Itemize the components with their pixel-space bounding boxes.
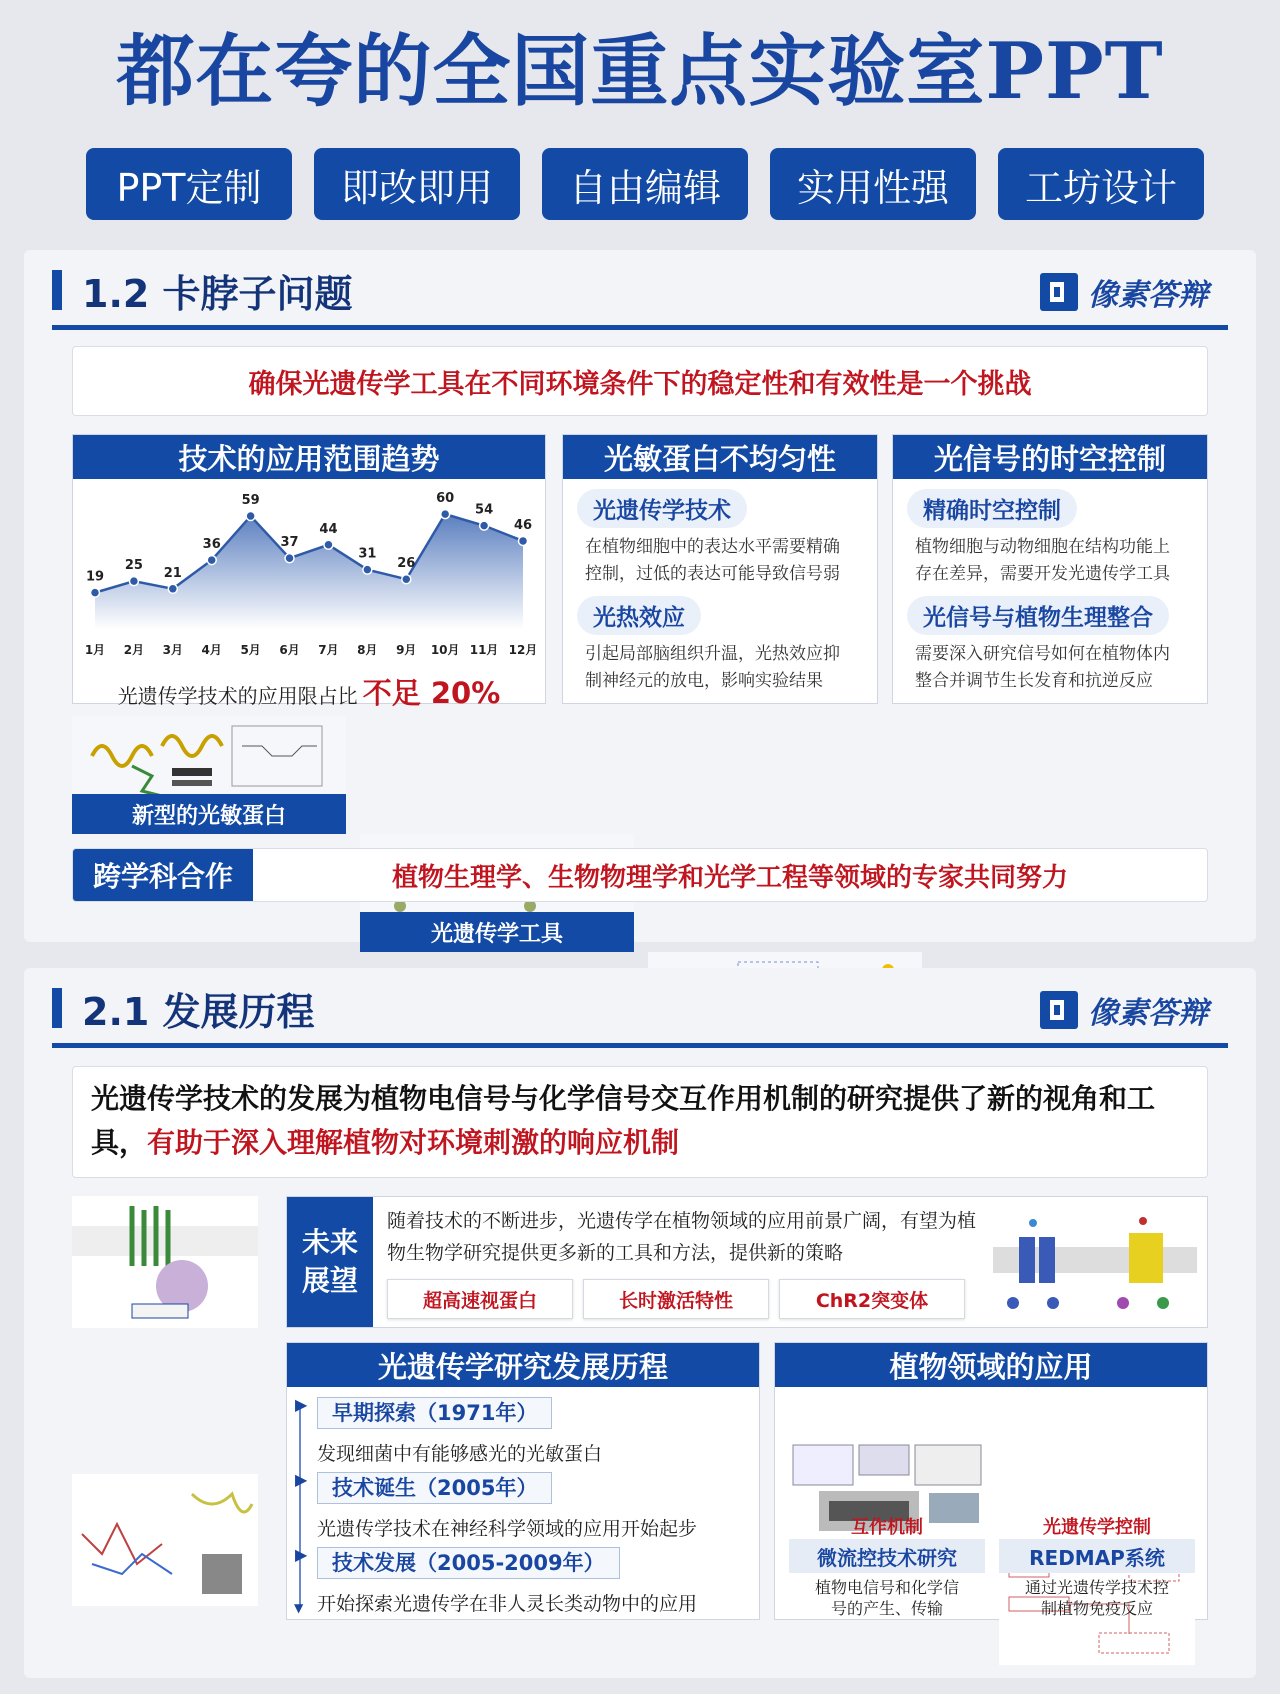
heading-bar: [52, 270, 62, 310]
x-tick-label: 1月: [84, 643, 106, 657]
timeline-item: [317, 1397, 602, 1466]
data-point: [402, 575, 411, 584]
chevron-right-icon: ▶: [295, 1395, 308, 1414]
future-box: [286, 1196, 1208, 1328]
plant-col-caption: 互作机制: [851, 1517, 923, 1538]
signal-item-text: 植物细胞与动物细胞在结构功能上存在差异，需要开发光遗传学工具: [915, 537, 1170, 584]
chromophore-graphic: [72, 1474, 258, 1606]
brand-logo: [1040, 270, 1208, 314]
collab-row: [72, 848, 1208, 902]
caption-prefix: 光遗传学技术的应用限占比: [117, 684, 358, 708]
future-chips: [387, 1279, 965, 1319]
channels-graphic: [993, 1207, 1197, 1319]
chevron-right-icon: ▶: [295, 1470, 308, 1489]
brand-logo: [1040, 988, 1208, 1032]
protein-item-text: 引起局部脑组织升温，光热效应抑制神经元的放电，影响实验结果: [585, 644, 840, 691]
timeline-label: 早期探索（1971年）: [317, 1397, 552, 1429]
intro-plain: 光遗传学技术的发展为植物电信号与化学信号交互作用机制的研究提供了新的视角和工具，: [91, 1082, 1156, 1159]
data-point: [246, 512, 255, 521]
section-title: 2.1 发展历程: [82, 989, 315, 1034]
timeline-text: 光遗传学技术在神经科学领域的应用开始起步: [317, 1518, 698, 1540]
image-rhodopsin: [72, 1196, 258, 1328]
protein-item-label: 光热效应: [577, 596, 701, 635]
logo-icon: [1040, 273, 1078, 311]
x-tick-label: 9月: [396, 643, 417, 657]
area-fill: [95, 514, 523, 629]
plant-app-box: [774, 1342, 1208, 1620]
section-heading: [52, 984, 315, 1032]
plant-col-text: 通过光遗传学技术控制植物免疫反应: [1025, 1578, 1170, 1618]
tag-workshop-design[interactable]: 工坊设计: [998, 148, 1204, 220]
intro-highlight: 有助于深入理解植物对环境刺激的响应机制: [147, 1126, 680, 1159]
timeline-item: [317, 1547, 697, 1616]
image-channels: [993, 1207, 1197, 1319]
future-chip: 超高速视蛋白: [387, 1279, 573, 1319]
timeline-item: [317, 1472, 697, 1541]
tag-row: [86, 148, 1204, 220]
intro-text: [91, 1077, 1189, 1165]
data-point: [207, 556, 216, 565]
timeline-line: [299, 1403, 301, 1607]
image-chromophore: [72, 1474, 258, 1606]
history-box: [286, 1342, 760, 1620]
section-bottleneck: [24, 250, 1256, 947]
trend-box: [72, 434, 546, 710]
protein-box-title: 光敏蛋白不均匀性: [563, 435, 877, 479]
data-label: 60: [436, 491, 455, 507]
plant-app-title: 植物领域的应用: [775, 1343, 1207, 1387]
chevron-right-icon: ▶: [295, 1545, 308, 1564]
data-point: [285, 554, 294, 563]
x-tick-label: 8月: [357, 643, 378, 657]
x-tick-label: 7月: [318, 643, 339, 657]
page-title: 都在夸的全国重点实验室PPT: [116, 26, 1164, 117]
plant-col-label: REDMAP系统: [999, 1539, 1195, 1573]
timeline-label: 技术发展（2005-2009年）: [317, 1547, 620, 1579]
protein-item-label: 光遗传学技术: [577, 489, 747, 528]
data-point: [324, 540, 333, 549]
image-caption: 光遗传学工具: [360, 912, 634, 952]
x-tick-label: 4月: [201, 643, 222, 657]
data-label: 44: [319, 521, 338, 537]
logo-text: 像素答辩: [1088, 996, 1208, 1031]
data-point: [519, 536, 528, 545]
protein-box: [562, 434, 878, 704]
intro-box: [72, 1066, 1208, 1178]
logo-text: 像素答辩: [1088, 278, 1208, 313]
x-tick-label: 3月: [162, 643, 183, 657]
image-caption: 新型的光敏蛋白: [72, 794, 346, 834]
arrow-down-icon: ▼: [294, 1601, 304, 1615]
plant-col-caption: 光遗传学控制: [1043, 1517, 1151, 1538]
section-heading: [52, 266, 353, 314]
collab-text: 植物生理学、生物物理学和光学工程等领域的专家共同努力: [391, 862, 1068, 893]
timeline-text: 开始探索光遗传学在非人灵长类动物中的应用: [317, 1593, 698, 1615]
x-tick-label: 12月: [508, 643, 538, 657]
x-tick-label: 5月: [240, 643, 261, 657]
data-point: [480, 521, 489, 530]
x-tick-label: 11月: [469, 643, 499, 657]
data-point: [91, 588, 100, 597]
data-point: [129, 577, 138, 586]
trend-caption: [73, 671, 545, 712]
data-label: 21: [163, 565, 182, 581]
data-label: 25: [124, 558, 143, 574]
future-text: 随着技术的不断进步，光遗传学在植物领域的应用前景广阔，有望为植物生物学研究提供更多新的工具和方法，提供新的策略: [387, 1210, 977, 1264]
section-history: [24, 968, 1256, 1678]
logo-icon: [1040, 991, 1078, 1029]
tag-practical[interactable]: 实用性强: [770, 148, 976, 220]
data-label: 31: [358, 546, 377, 562]
heading-bar: [52, 988, 62, 1028]
tag-ready-to-use[interactable]: 即改即用: [314, 148, 520, 220]
trend-chart: [73, 479, 545, 659]
data-label: 37: [280, 535, 299, 551]
future-chip: ChR2突变体: [779, 1279, 965, 1319]
timeline-text: 发现细菌中有能够感光的光敏蛋白: [317, 1443, 603, 1465]
signal-item-text: 需要深入研究信号如何在植物体内整合并调节生长发育和抗逆反应: [915, 644, 1170, 691]
caption-highlight: 不足 20%: [362, 676, 501, 710]
signal-box-title: 光信号的时空控制: [893, 435, 1207, 479]
heading-divider: [52, 1043, 1228, 1048]
history-box-title: 光遗传学研究发展历程: [287, 1343, 759, 1387]
data-point: [168, 584, 177, 593]
data-label: 46: [513, 517, 533, 533]
protein-item-text: 在植物细胞中的表达水平需要精确控制，过低的表达可能导致信号弱: [585, 537, 840, 584]
data-point: [441, 510, 450, 519]
signal-item-label: 光信号与植物生理整合: [907, 596, 1169, 635]
banner-text: 确保光遗传学工具在不同环境条件下的稳定性和有效性是一个挑战: [248, 368, 1032, 400]
timeline-label: 技术诞生（2005年）: [317, 1472, 552, 1504]
image-protein: [72, 716, 346, 834]
x-tick-label: 10月: [430, 643, 460, 657]
tag-ppt-custom[interactable]: PPT定制: [86, 148, 292, 220]
collab-label: 跨学科合作: [73, 849, 253, 901]
signal-item-label: 精确时空控制: [907, 489, 1077, 528]
data-label: 54: [475, 502, 494, 518]
future-chip: 长时激活特性: [583, 1279, 769, 1319]
plant-col-label: 微流控技术研究: [789, 1539, 985, 1573]
signal-box: [892, 434, 1208, 704]
trend-box-title: 技术的应用范围趋势: [73, 435, 545, 479]
challenge-banner: [72, 346, 1208, 416]
data-label: 59: [241, 493, 260, 509]
heading-divider: [52, 325, 1228, 330]
data-point: [363, 565, 372, 574]
data-label: 19: [85, 569, 105, 585]
data-label: 26: [397, 556, 416, 572]
future-label: 未来展望: [287, 1197, 373, 1327]
plant-col-text: 植物电信号和化学信号的产生、传输: [815, 1578, 960, 1618]
x-tick-label: 6月: [279, 643, 300, 657]
data-label: 36: [202, 537, 221, 553]
x-tick-label: 2月: [123, 643, 145, 657]
tag-free-edit[interactable]: 自由编辑: [542, 148, 748, 220]
section-title: 1.2 卡脖子问题: [82, 271, 353, 316]
rhodopsin-graphic: [72, 1196, 258, 1328]
